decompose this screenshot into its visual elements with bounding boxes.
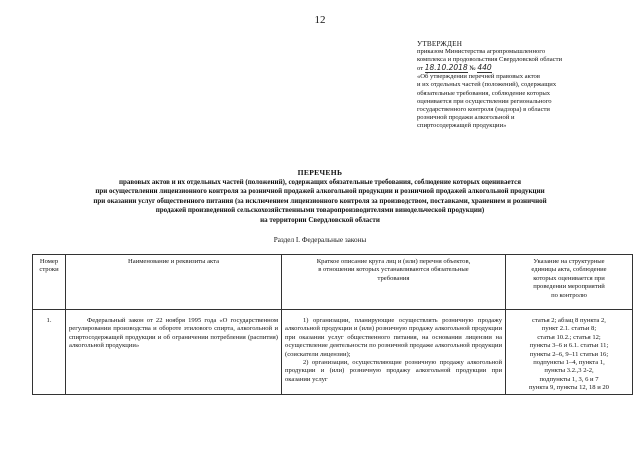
approval-subject-line: и их отдельных частей (положений), содержащих (417, 81, 557, 89)
approval-heading: УТВЕРЖДЕН (417, 40, 463, 48)
header-row-number (33, 255, 66, 310)
header-description (282, 255, 506, 310)
unit-line: пункты 3.2.,3 2-2, (544, 367, 594, 375)
header-act-name: Наименование и реквизиты акта (66, 255, 282, 310)
header-text: Краткое описание круга лиц и (или) перечня объектов, (316, 258, 471, 265)
header-text: строки (39, 266, 59, 274)
unit-line: подпункты 1, 3, 6 и 7 (539, 375, 599, 383)
header-structural-units (506, 255, 633, 310)
title-line: на территории Свердловской области (260, 215, 380, 224)
approval-subject-line: «Об утверждении перечней правовых актов (417, 73, 540, 81)
header-text: по контролю (551, 291, 587, 299)
unit-line: пункт 2.1. статьи 8; (541, 325, 597, 333)
approval-subject-line: государственного контроля (надзора) в области (417, 105, 550, 113)
header-text: которых оценивается при (533, 274, 605, 282)
unit-line: пункты 3–6 и 6.1. статьи 11; (529, 342, 609, 350)
structural-units (506, 310, 633, 395)
table-row (33, 310, 633, 395)
title-line: продажей произведенной сельскохозяйственными товаропроизводителями винодельческой продукции) (155, 206, 485, 215)
section-title: Раздел I. Федеральные законы (273, 236, 367, 244)
approval-subject-line: обязательные требования, соблюдение которых (417, 89, 551, 97)
acts-table (32, 254, 633, 395)
table-header-row (33, 255, 633, 310)
header-text: Номер (39, 258, 59, 265)
unit-line: пункты 2–6, 9–11 статьи 16; (529, 350, 609, 358)
header-text: проведении мероприятий (533, 283, 605, 291)
act-name: Федеральный закон от 22 ноября 1995 года «О государственном регулировании производства и обороте этилового спирта, алкогольной и спиртосодержащей продукции и об ограничении потребления (распития) алкогольной продукции» (66, 310, 282, 395)
header-text: Указание на структурные (533, 258, 605, 265)
description-item: 2) организации, осуществляющие розничную продажу алкогольной продукции и (или) розничную продажу алкогольной продукции при оказании услуг (285, 359, 502, 383)
approval-subject-line: спиртосодержащей продукции» (417, 121, 507, 129)
approval-subject-line: оценивается при осуществлении регионального (417, 97, 552, 105)
header-text: требования (377, 274, 410, 282)
approval-date-line (417, 64, 632, 73)
approval-block (417, 40, 632, 130)
unit-line: пункта 9, пункты 12, 18 и 20 (529, 384, 609, 392)
from-label: от (417, 65, 424, 73)
unit-line: подпункты 1–4, пункта 1, (533, 359, 605, 367)
title-heading: ПЕРЕЧЕНЬ (297, 168, 343, 177)
approval-order-line: приказом Министерства агропромышленного (417, 48, 546, 56)
header-text: единицы акта, соблюдение (531, 266, 607, 274)
handwritten-number: 440 (477, 63, 492, 73)
number-label: № (469, 65, 476, 73)
title-line: при осуществлении лицензионного контроля за розничной продажей алкогольной продукции и розничной продажей алкогольной продукции (95, 187, 545, 196)
row-number: 1. (33, 310, 66, 395)
document-title (30, 168, 610, 226)
unit-line: статья 10.2.; статья 12; (537, 333, 601, 341)
approval-subject-line: розничной продажи алкогольной и (417, 113, 515, 121)
unit-line: статья 2; абзац 8 пункта 2, (532, 317, 606, 324)
description-item: 1) организации, планирующие осуществлять розничную продажу алкогольной продукции и (или) розничную продажу алкогольной продукции при оказании услуг общественного питания, на основании лицензии на осуществление деятельности по розничной продаже алкогольной продукции (соискатели лицензии); (285, 317, 502, 358)
page-number: 12 (314, 14, 326, 26)
header-text: в отношении которых устанавливаются обязательные (318, 266, 469, 274)
act-description (282, 310, 506, 395)
approval-order-line: комплекса и продовольствия Свердловской области (417, 56, 562, 64)
handwritten-date: 18.10.2018 (424, 63, 468, 73)
title-line: при оказании услуг общественного питания (за исключением лицензионного контроля за производством, поставками, хранением и розничной (93, 196, 547, 205)
title-line: правовых актов и их отдельных частей (положений), содержащих обязательные требования, соблюдение которых оценивается (118, 177, 522, 186)
